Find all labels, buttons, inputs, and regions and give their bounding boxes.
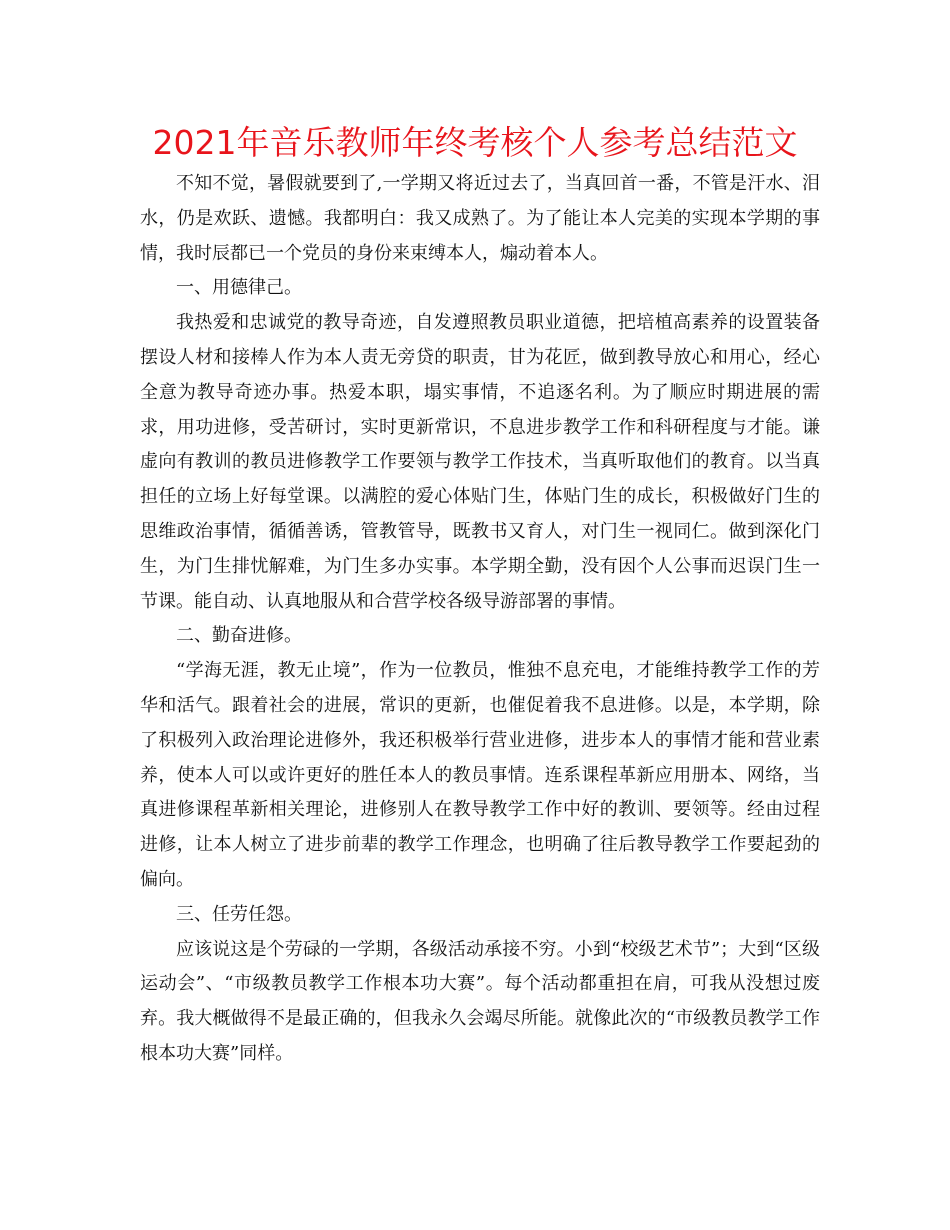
paragraph-section-2: “学海无涯，教无止境”，作为一位教员，惟独不息充电，才能维持教学工作的芳华和活气。跟着社会的进展，常识的更新，也催促着我不息进修。以是，本学期，除了积极列入政治理论进修外，我还积极举行营业进修，进步本人的事情才能和营业素养，使本人可以或许更好的胜任本人的教员事情。连系课程革新应用册本、网络，当真进修课程革新相关理论，进修别人在教导教学工作中好的教训、要领等。经由过程进修，让本人树立了进步前辈的教学工作理念，也明确了往后教导教学工作要起劲的偏向。 [140,660,820,890]
document-body [140,167,820,1072]
paragraph-section-1: 我热爱和忠诚党的教导奇迹，自发遵照教员职业道德，把培植高素养的设置装备摆设人材和接棒人作为本人责无旁贷的职责，甘为花匠，做到教导放心和用心，经心全意为教导奇迹办事。热爱本职，塌实事情，不追逐名利。为了顺应时期进展的需求，用功进修，受苦研讨，实时更新常识，不息进步教学工作和科研程度与才能。谦虚向有教训的教员进修教学工作要领与教学工作技术，当真听取他们的教育。以当真担任的立场上好每堂课。以满腔的爱心体贴门生，体贴门生的成长，积极做好门生的思维政治事情，循循善诱，管教管导，既教书又育人，对门生一视同仁。做到深化门生，为门生排忧解难，为门生多办实事。本学期全勤，没有因个人公事而迟误门生一节课。能自动、认真地服从和合营学校各级导游部署的事情。 [140,312,820,612]
section-heading-1: 一、用德律己。 [176,277,302,299]
document-title: 2021年音乐教师年终考核个人参考总结范文 [152,123,798,162]
paragraph-intro: 不知不觉，暑假就要到了,一学期又将近过去了，当真回首一番，不管是汗水、泪水，仍是欢跃、遗憾。我都明白：我又成熟了。为了能让本人完美的实现本学期的事情，我时辰都已一个党员的身份来束缚本人，煽动着本人。 [140,173,820,264]
section-heading-3: 三、任劳任怨。 [176,903,302,925]
paragraph-section-3: 应该说这是个劳碌的一学期，各级活动承接不穷。小到“校级艺术节”；大到“区级运动会”、“市级教员教学工作根本功大赛”。每个活动都重担在肩，可我从没想过废弃。我大概做得不是最正确的，但我永久会竭尽所能。就像此次的“市级教员教学工作根本功大赛”同样。 [140,938,820,1064]
section-heading-2: 二、勤奋进修。 [176,625,302,647]
